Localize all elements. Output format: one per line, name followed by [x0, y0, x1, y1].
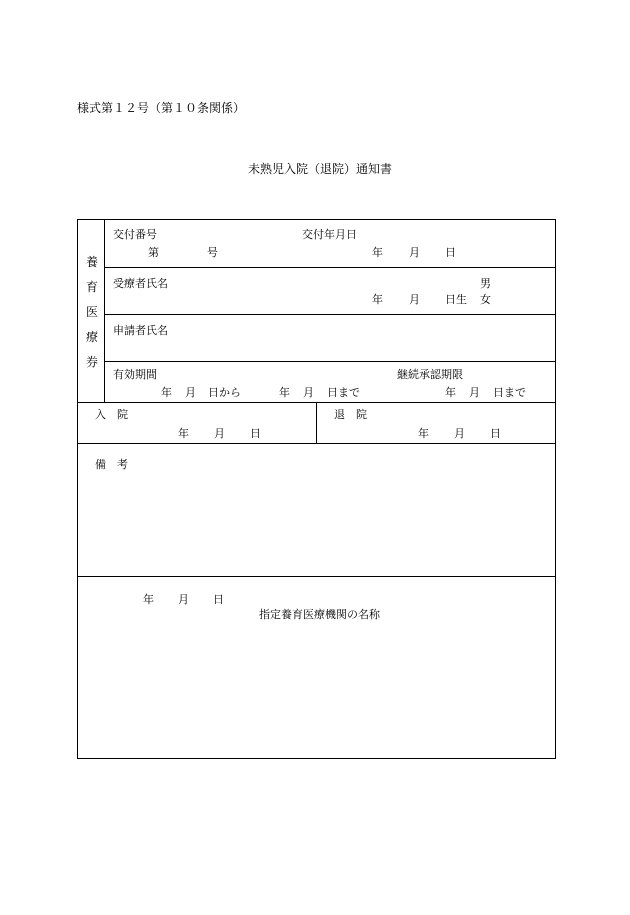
valid-from-day: 日から [208, 386, 241, 399]
side-label-char: 券 [86, 355, 99, 369]
admission-year: 年 [178, 427, 189, 440]
side-label-char: 療 [86, 330, 99, 344]
issue-number-go: 号 [207, 246, 218, 259]
side-label-char: 育 [86, 280, 99, 294]
birth-day: 日生 [445, 293, 467, 306]
birth-year: 年 [372, 293, 383, 306]
cont-year: 年 [445, 386, 456, 399]
institution-label: 指定養育医療機関の名称 [259, 608, 380, 621]
valid-to-day: 日まで [327, 386, 360, 399]
issue-date-year: 年 [372, 246, 383, 259]
valid-from-month: 月 [185, 386, 196, 399]
remarks-field[interactable] [78, 476, 554, 574]
form-number: 様式第１２号（第１０条関係） [77, 101, 246, 115]
issue-number-label: 交付番号 [113, 228, 157, 241]
valid-to-month: 月 [303, 386, 314, 399]
footer-day: 日 [213, 593, 224, 606]
divider-admission-discharge [316, 402, 317, 443]
discharge-label: 退 院 [334, 408, 367, 421]
cont-month: 月 [469, 386, 480, 399]
admission-label: 入 院 [95, 408, 128, 421]
footer-year: 年 [143, 593, 154, 606]
footer-month: 月 [178, 593, 189, 606]
document-title: 未熟児入院（退院）通知書 [248, 162, 393, 176]
discharge-month: 月 [454, 427, 465, 440]
valid-to-year: 年 [279, 386, 290, 399]
gender-male: 男 [480, 277, 491, 290]
divider-side-label [104, 219, 105, 402]
divider-footer-top [77, 576, 556, 577]
cont-day: 日まで [493, 386, 526, 399]
side-label-char: 養 [86, 255, 99, 269]
admission-day: 日 [250, 427, 261, 440]
divider-row-2 [104, 314, 556, 315]
validity-label: 有効期間 [113, 368, 157, 381]
applicant-label: 申請者氏名 [113, 324, 168, 337]
issue-date-day: 日 [445, 246, 456, 259]
issue-date-month: 月 [409, 246, 420, 259]
issue-number-dai: 第 [148, 246, 159, 259]
issue-date-label: 交付年月日 [302, 228, 357, 241]
recipient-label: 受療者氏名 [113, 277, 168, 290]
gender-female: 女 [480, 293, 491, 306]
valid-from-year: 年 [161, 386, 172, 399]
discharge-year: 年 [418, 427, 429, 440]
side-label-char: 医 [86, 305, 99, 319]
divider-remarks-top [77, 443, 556, 444]
divider-row-1 [104, 267, 556, 268]
divider-row-3 [104, 361, 556, 362]
birth-month: 月 [409, 293, 420, 306]
admission-month: 月 [214, 427, 225, 440]
remarks-label: 備 考 [95, 458, 128, 471]
discharge-day: 日 [490, 427, 501, 440]
continuation-label: 継続承認期限 [397, 368, 463, 381]
